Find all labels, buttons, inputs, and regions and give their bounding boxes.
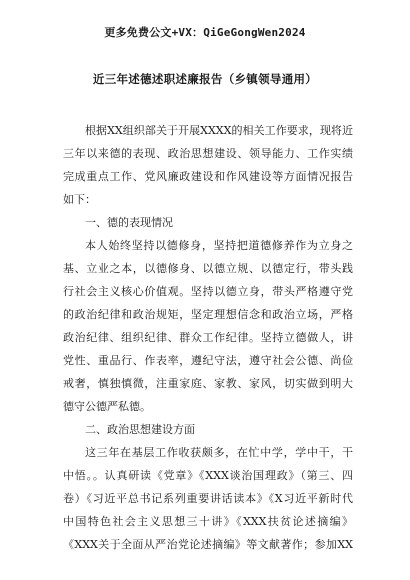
body-line: 中国特色社会主义思想三十讲》《XXX扶贫论述摘编》 (63, 515, 353, 528)
body-line: 根据XX组织部关于开展XXXX的相关工作要求，现将近 (85, 124, 353, 137)
body-line: 《XXX关于全面从严治党论述摘编》等文献著作；参加XX (63, 538, 353, 551)
body-line: 三年以来德的表现、政治思想建设、领导能力、工作实绩 (63, 147, 353, 160)
body-line: 戒奢，慎独慎微，注重家庭、家教、家风，切实做到明大 (63, 377, 353, 390)
body-line: 行社会主义核心价值观。坚持以德立身，带头严格遵守党 (63, 285, 353, 298)
body-line: 二、政治思想建设方面 (85, 423, 195, 436)
document-title: 近三年述德述职述廉报告（乡镇领导通用） (92, 72, 318, 86)
body-line: 党性、重品行、作表率，遵纪守法，遵守社会公德、尚俭 (63, 354, 353, 367)
body-line: 基、立业之本，以德修身、以德立规、以德定行，带头践 (63, 262, 353, 275)
document-body (63, 119, 353, 556)
body-line: 本人始终坚持以德修身，坚持把道德修养作为立身之 (85, 239, 353, 252)
body-line: 中悟。。认真研读《党章》《XXX谈治国理政》（第三、四 (63, 469, 353, 482)
body-line: 如下： (63, 193, 96, 206)
watermark-text: 更多免费公文+VX：QiGeGongWen2024 (104, 26, 306, 39)
body-line: 一、德的表现情况 (85, 216, 173, 229)
body-line: 德守公德严私德。 (63, 400, 151, 413)
body-line: 卷）《习近平总书记系列重要讲话读本》《X习近平新时代 (63, 492, 353, 505)
body-line: 的政治纪律和政治规矩，坚定理想信念和政治立场，严格 (63, 308, 353, 321)
body-line: 完成重点工作、党风廉政建设和作风建设等方面情况报告 (63, 170, 353, 183)
body-line: 政治纪律、组织纪律、群众工作纪律。坚持立德做人，讲 (63, 331, 353, 344)
body-line: 这三年在基层工作收获颇多，在忙中学，学中干，干 (85, 446, 353, 459)
